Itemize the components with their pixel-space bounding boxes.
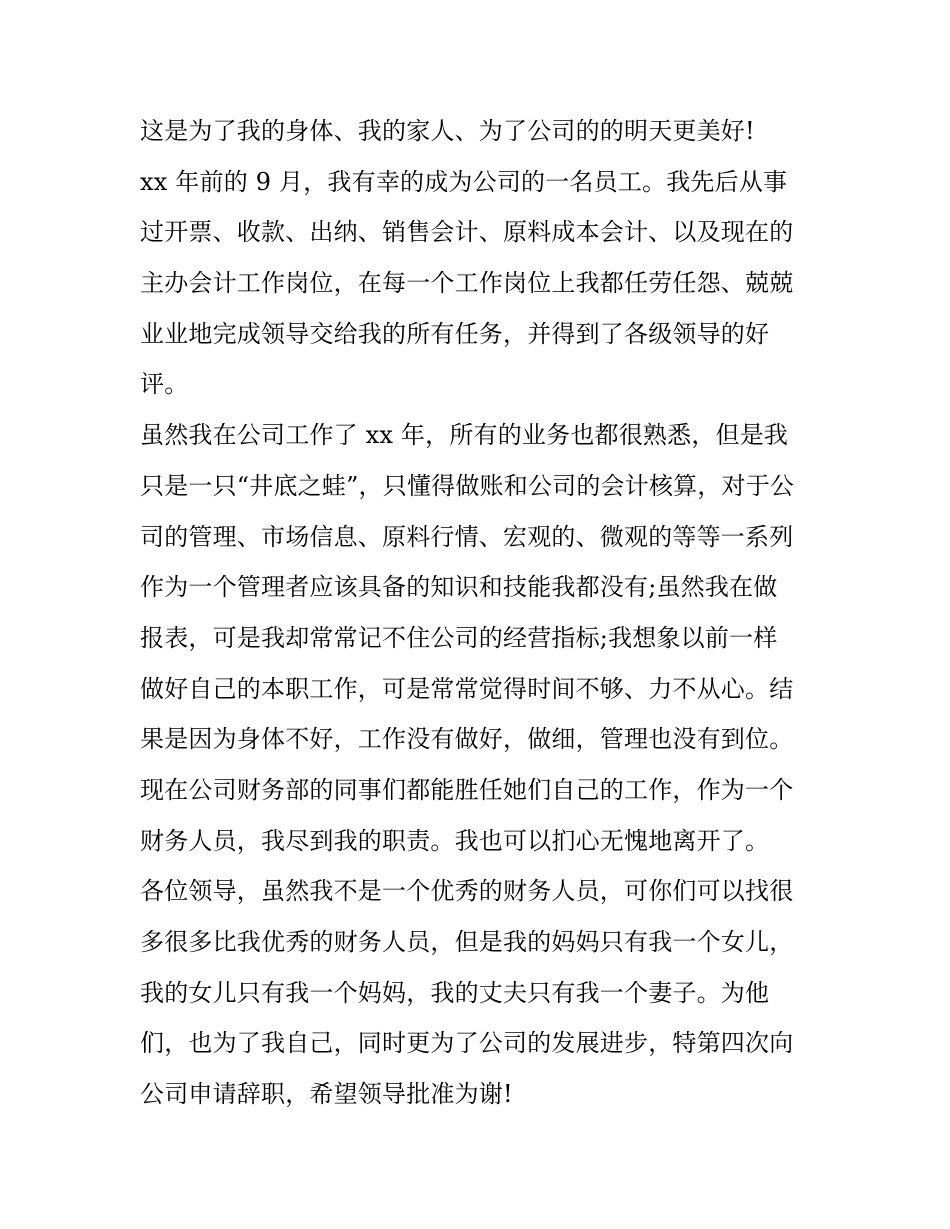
text-line: 这是为了我的身体、我的家人、为了公司的的明天更美好! [140, 117, 755, 145]
text-line: 过开票、收款、出纳、销售会计、原料成本会计、以及现在的 [140, 218, 794, 247]
text-line: 主办会计工作岗位，在每一个工作岗位上我都任劳任怨、兢兢 [140, 269, 794, 298]
text-line: 们，也为了我自己，同时更为了公司的发展进步，特第四次向 [140, 1029, 794, 1058]
text-line: 司的管理、市场信息、原料行情、宏观的、微观的等等一系列 [140, 522, 794, 551]
text-line: xx 年前的 9 月，我有幸的成为公司的一名员工。我先后从事 [140, 167, 788, 196]
text-line: 现在公司财务部的同事们都能胜任她们自己的工作，作为一个 [140, 775, 794, 804]
text-line: 做好自己的本职工作，可是常常觉得时间不够、力不从心。结 [140, 674, 794, 703]
text-line: 作为一个管理者应该具备的知识和技能我都没有;虽然我在做 [140, 573, 778, 602]
document-body [140, 106, 820, 1120]
text-line: 业业地完成领导交给我的所有任务，并得到了各级领导的好 [140, 319, 770, 348]
text-line: 财务人员，我尽到我的职责。我也可以扪心无愧地离开了。 [140, 826, 770, 855]
text-line: 果是因为身体不好，工作没有做好，做细，管理也没有到位。 [140, 725, 794, 754]
text-line: 只是一只“井底之蛙”，只懂得做账和公司的会计核算，对于公 [140, 471, 795, 500]
text-line: 虽然我在公司工作了 xx 年，所有的业务也都很熟悉，但是我 [140, 421, 789, 450]
text-line: 多很多比我优秀的财务人员，但是我的妈妈只有我一个女儿， [140, 928, 794, 956]
text-line: 评。 [140, 370, 189, 399]
text-line: 报表，可是我却常常记不住公司的经营指标;我想象以前一样 [140, 623, 778, 652]
text-line: 各位领导，虽然我不是一个优秀的财务人员，可你们可以找很 [140, 877, 794, 906]
text-line: 公司申请辞职，希望领导批准为谢! [140, 1080, 513, 1109]
text-line: 我的女儿只有我一个妈妈，我的丈夫只有我一个妻子。为他 [140, 978, 770, 1007]
